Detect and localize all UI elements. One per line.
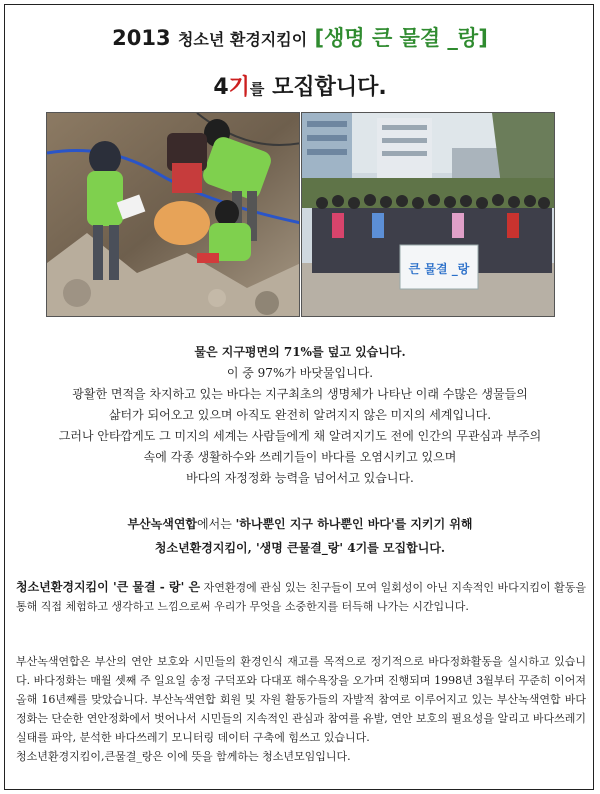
title-gen-particle: 를 <box>249 80 265 98</box>
photo-beach-cleanup <box>46 112 300 317</box>
intro-line: 이 중 97%가 바닷물입니다. <box>226 366 374 380</box>
title-gen-unit: 기 <box>228 75 250 100</box>
intro-line: 속에 각종 생활하수와 쓰레기들이 바다를 오염시키고 있으며 <box>143 450 457 464</box>
title-line-2 <box>0 70 600 101</box>
intro-line: 바다의 자정정화 능력을 넘어서고 있습니다. <box>186 471 414 485</box>
intro-line: 광활한 면적을 차지하고 있는 바다는 지구최초의 생명체가 나타난 이래 수많은 생물들의 <box>72 387 528 401</box>
intro-line: 물은 지구평면의 71%를 덮고 있습니다. <box>194 345 406 359</box>
org-text: 부산녹색연합은 부산의 연안 보호와 시민들의 환경인식 재고를 목적으로 정기적으로 바다정화활동을 실시하고 있습니다. 바다정화는 매월 셋째 주 일요일 송정 구덕포와 다대포 해수욕장을 오가며 진행되며 1998년 3월부터 꾸준히 이어져 올해 16년째를 맞았습니다. 부산녹색연합 회원 및 자원 활동가들의 자발적 참여로 이루어지고 있는 부산녹색연합 바다정화는 단순한 연안정화에서 벗어나서 시민들의 지속적인 관심과 참여를 유발, 연안 보호의 필요성을 알리고 바다쓰레기 실태를 파악, 분석한 바다쓰레기 모니터링 데이터 구축에 힘쓰고 있습니다. <box>16 655 586 744</box>
statement <box>0 512 600 560</box>
group-banner-text: 큰 물결 _랑 <box>408 262 470 276</box>
statement-quote: '하나뿐인 지구 하나뿐인 바다' <box>235 517 395 531</box>
title-gen-number: 4 <box>213 75 229 100</box>
program-text: 자연환경에 관심 있는 친구들이 모여 일회성이 아닌 지속적인 바다지킴이 활동을 통해 직접 체험하고 생각하고 느낌으로써 우리가 무엇을 소중한지를 터득해 나가는 시간입니다. <box>16 581 587 613</box>
program-description <box>16 578 586 616</box>
org-description <box>16 652 586 766</box>
title-program-name: [생명 큰 물결 _랑] <box>314 26 488 50</box>
title-prefix: 청소년 환경지킴이 <box>177 30 308 49</box>
org-last-line: 청소년환경지킴이,큰물결_랑은 이에 뜻을 함께하는 청소년모임입니다. <box>16 750 351 763</box>
title-year: 2013 <box>112 26 171 50</box>
photo-group <box>301 112 555 317</box>
intro-line: 삶터가 되어오고 있으며 아직도 완전히 알려지지 않은 미지의 세계입니다. <box>108 408 492 422</box>
statement-org: 부산녹색연합 <box>127 517 198 531</box>
statement-end: 를 지키기 위해 <box>394 517 473 531</box>
intro-text <box>0 342 600 489</box>
intro-line: 그러나 안타깝게도 그 미지의 세계는 사람들에게 채 알려지기도 전에 인간의 무관심과 부주의 <box>58 429 542 443</box>
statement-line-2: 청소년환경지킴이, '생명 큰물결_랑' 4기를 모집합니다. <box>154 541 446 555</box>
title-recruit: 모집합니다. <box>272 75 387 100</box>
title-line-1 <box>0 22 600 52</box>
program-lead: 청소년환경지킴이 '큰 물결 - 랑' 은 <box>16 580 201 594</box>
statement-mid: 에서는 <box>197 517 236 531</box>
